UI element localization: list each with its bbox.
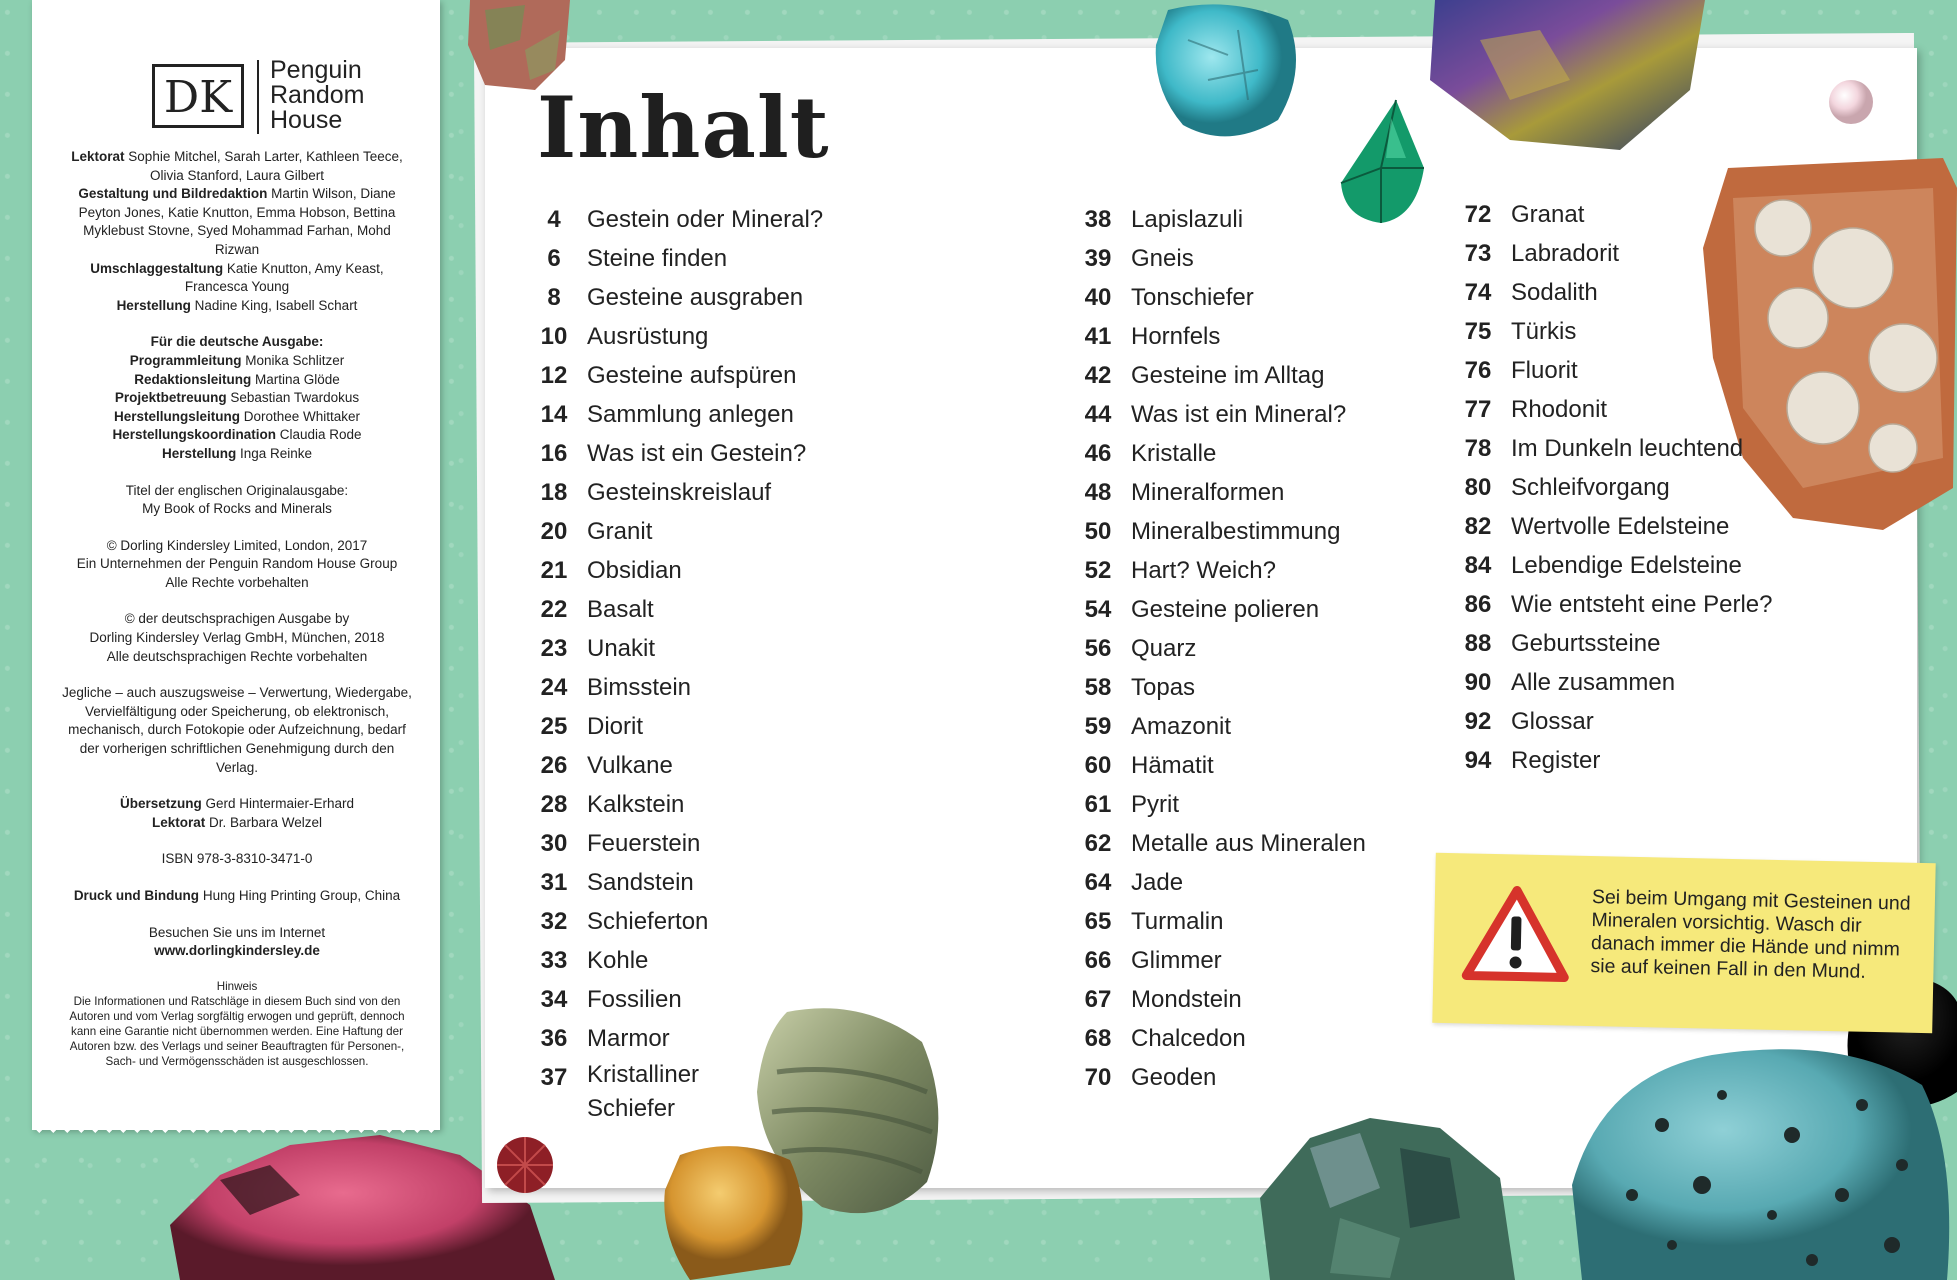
- toc-entry-title: Wertvolle Edelsteine: [1511, 513, 1730, 540]
- toc-entry-title: Türkis: [1511, 318, 1577, 345]
- toc-entry-title: Granit: [587, 518, 653, 545]
- toc-page-number: 48: [1084, 479, 1112, 506]
- copyright-de: © der deutschsprachigen Ausgabe by Dorling Kindersley Verlag GmbH, München, 2018 Alle deutschsprachigen Rechte vorbehalten: [89, 611, 385, 664]
- toc-page-number: 14: [540, 401, 568, 428]
- toc-page-number: 68: [1084, 1025, 1112, 1052]
- toc-entry-title: Rhodonit: [1511, 396, 1608, 423]
- toc-entry-title: Basalt: [587, 596, 654, 623]
- toc-entry-title: Register: [1511, 747, 1601, 774]
- toc-page-number: 41: [1084, 323, 1112, 350]
- liability-notice: Hinweis Die Informationen und Ratschläge in diesem Buch sind von den Autoren und vom Verlag sorgfältig erwogen und geprüft, dennoch kann eine Garantie nicht übernommen werden. Eine Haftung der Autoren bzw. des Verlags und seiner Beauftragten für Personen-, Sach- und Vermögensschäden ist ausgeschlossen.: [69, 979, 405, 1068]
- toc-page-number: 4: [547, 206, 561, 233]
- toc-entry-title: Gneis: [1131, 245, 1194, 272]
- toc-page-number: 31: [540, 869, 568, 896]
- toc-entry-title: Schleifvorgang: [1511, 474, 1670, 501]
- publisher-logo: [122, 58, 412, 138]
- toc-entry-title: Gestein oder Mineral?: [587, 206, 824, 233]
- dk-logo-icon: DK: [152, 64, 244, 128]
- website-link[interactable]: www.dorlingkindersley.de: [154, 943, 320, 959]
- toc-entry-title: Tonschiefer: [1131, 284, 1254, 311]
- toc-entry-title: Hart? Weich?: [1131, 557, 1276, 584]
- original-title: Titel der englischen Originalausgabe: My Book of Rocks and Minerals: [125, 482, 349, 517]
- toc-page-number: 88: [1464, 630, 1492, 657]
- toc-entry-title: Metalle aus Mineralen: [1131, 830, 1366, 857]
- toc-entry-title: Lapislazuli: [1131, 206, 1244, 233]
- pearl-image: [1827, 78, 1875, 126]
- toc-entry-title: Mineralformen: [1131, 479, 1285, 506]
- dalmatian-stone-image: [1572, 1035, 1957, 1280]
- toc-entry-title: Kristalle: [1131, 440, 1217, 467]
- toc-page-number: 36: [540, 1025, 568, 1052]
- toc-entry-title: Sandstein: [587, 869, 694, 896]
- toc-entry-title: Gesteine ausgraben: [587, 284, 804, 311]
- toc-entry-title: Im Dunkeln leuchtend: [1511, 435, 1744, 462]
- toc-entry-title: Jade: [1131, 869, 1184, 896]
- toc-page-number: 54: [1084, 596, 1112, 623]
- toc-entry-title: Fluorit: [1511, 357, 1578, 384]
- toc-entry-title: Hornfels: [1131, 323, 1221, 350]
- toc-page-number: 86: [1464, 591, 1492, 618]
- toc-entry-title: Was ist ein Gestein?: [587, 440, 807, 467]
- imprint-text: [62, 148, 412, 1087]
- toc-entry-title: Gesteine aufspüren: [587, 362, 797, 389]
- toc-page-number: 56: [1084, 635, 1112, 662]
- toc-page-number: 38: [1084, 206, 1112, 233]
- publisher-name: Penguin Random House: [270, 56, 365, 134]
- toc-entry-title: Unakit: [587, 635, 656, 662]
- toc-page-number: 72: [1464, 201, 1492, 228]
- torn-edge: [32, 1126, 440, 1140]
- toc-entry-title: Obsidian: [587, 557, 682, 584]
- website-block: Besuchen Sie uns im Internet www.dorlingkindersley.de: [148, 924, 326, 959]
- toc-entry-title: Mondstein: [1131, 986, 1242, 1013]
- toc-page-number: 82: [1464, 513, 1492, 540]
- toc-entry-title: Pyrit: [1131, 791, 1179, 818]
- toc-page-number: 70: [1084, 1064, 1112, 1091]
- toc-entry-title: Geoden: [1131, 1064, 1217, 1091]
- carnelian-stone-image: [660, 1135, 812, 1280]
- toc-entry-title: Topas: [1131, 674, 1196, 701]
- toc-entry-title: Mineralbestimmung: [1131, 518, 1341, 545]
- toc-page-number: 78: [1464, 435, 1492, 462]
- toc-entry-title: Wie entsteht eine Perle?: [1511, 591, 1773, 618]
- printing-credits: Druck und Bindung Hung Hing Printing Group, China: [73, 888, 401, 903]
- toc-entry-title: Glimmer: [1131, 947, 1222, 974]
- toc-page-number: 16: [540, 440, 568, 467]
- toc-page-number: 62: [1084, 830, 1112, 857]
- toc-page-number: 21: [540, 557, 568, 584]
- toc-page-number: 33: [540, 947, 568, 974]
- toc-page-number: 20: [540, 518, 568, 545]
- logo-divider: [257, 60, 259, 134]
- page-title: Inhalt: [537, 78, 830, 177]
- toc-entry-title: Labradorit: [1511, 240, 1620, 267]
- toc-page-number: 80: [1464, 474, 1492, 501]
- emerald-gem-image: [1336, 98, 1426, 228]
- garnet-gem-image: [495, 1135, 555, 1195]
- toc-page-number: 39: [1084, 245, 1112, 272]
- toc-page-number: 75: [1464, 318, 1492, 345]
- toc-page-number: 37: [540, 1064, 568, 1091]
- toc-page-number: 73: [1464, 240, 1492, 267]
- toc-page-number: 23: [540, 635, 568, 662]
- toc-page-number: 32: [540, 908, 568, 935]
- toc-page-number: 10: [540, 323, 568, 350]
- fluorite-stone-image: [1250, 1108, 1520, 1280]
- warning-text: Sei beim Umgang mit Gesteinen und Mineralen vorsichtig. Wasch dir danach immer die Hände und nimm sie auf keinen Fall in den Mund.: [1590, 886, 1911, 983]
- copyright-uk: © Dorling Kindersley Limited, London, 2017 Ein Unternehmen der Penguin Random House Group Alle Rechte vorbehalten: [76, 537, 398, 590]
- toc-page-number: 40: [1084, 284, 1112, 311]
- toc-page-number: 6: [547, 245, 561, 272]
- toc-page-number: 42: [1084, 362, 1112, 389]
- toc-entry-title: Amazonit: [1131, 713, 1232, 740]
- toc-entry-title: Bimsstein: [587, 674, 692, 701]
- toc-entry-title: Gesteine im Alltag: [1131, 362, 1325, 389]
- toc-page-number: 84: [1464, 552, 1492, 579]
- toc-entry-title: Kristalliner Schiefer: [587, 1061, 700, 1122]
- toc-page-number: 46: [1084, 440, 1112, 467]
- toc-entry-title: Vulkane: [587, 752, 673, 779]
- toc-page-number: 22: [540, 596, 568, 623]
- toc-entry-title: Sammlung anlegen: [587, 401, 794, 428]
- toc-entry-title: Kalkstein: [587, 791, 685, 818]
- toc-page-number: 18: [540, 479, 568, 506]
- translation-credits: Übersetzung Gerd Hintermaier-Erhard Lektorat Dr. Barbara Welzel: [119, 796, 355, 830]
- toc-entry-title: Feuerstein: [587, 830, 701, 857]
- toc-entry-title: Hämatit: [1131, 752, 1214, 779]
- toc-entry-title: Ausrüstung: [587, 323, 709, 350]
- toc-entry-title: Sodalith: [1511, 279, 1598, 306]
- toc-entry-title: Chalcedon: [1131, 1025, 1246, 1052]
- toc-page-number: 50: [1084, 518, 1112, 545]
- toc-page-number: 58: [1084, 674, 1112, 701]
- toc-page-number: 64: [1084, 869, 1112, 896]
- warning-triangle-icon: [1461, 883, 1571, 985]
- toc-entry-title: Geburtssteine: [1511, 630, 1661, 657]
- toc-entry-title: Gesteinskreislauf: [587, 479, 772, 506]
- toc-page-number: 94: [1464, 747, 1492, 774]
- turquoise-stone-image: [1148, 0, 1308, 150]
- credits-english: Lektorat Sophie Mitchel, Sarah Larter, Kathleen Teece, Olivia Stanford, Laura Gilbert Gestaltung und Bildredaktion Martin Wilson, Diane Peyton Jones, Katie Knutton, Emma Hobson, Bettina Myklebust Stovne, Syed Mohammad Farhan, Mohd Rizwan Umschlaggestaltung Katie Knutton, Amy Keast, Francesca Young Herstellung Nadine King, Isabell Schart: [71, 149, 403, 313]
- toc-page-number: 34: [540, 986, 568, 1013]
- toc-page-number: 66: [1084, 947, 1112, 974]
- toc-page-number: 52: [1084, 557, 1112, 584]
- toc-page-number: 59: [1084, 713, 1112, 740]
- toc-entry-title: Turmalin: [1131, 908, 1224, 935]
- toc-page-number: 26: [540, 752, 568, 779]
- toc-entry-title: Alle zusammen: [1511, 669, 1676, 696]
- toc-page-number: 61: [1084, 791, 1112, 818]
- toc-page-number: 30: [540, 830, 568, 857]
- toc-page-number: 92: [1464, 708, 1492, 735]
- safety-warning-note: [1432, 853, 1935, 1033]
- toc-entry-title: Granat: [1511, 201, 1585, 228]
- credits-german: Für die deutsche Ausgabe: Programmleitung Monika Schlitzer Redaktionsleitung Martina Glöde Projektbetreuung Sebastian Twardokus Herstellungsleitung Dorothee Whittaker Herstellungskoordination Claudia Rode Herstellung Inga Reinke: [112, 334, 362, 461]
- toc-page-number: 65: [1084, 908, 1112, 935]
- rights-notice: Jegliche – auch auszugsweise – Verwertung, Wiedergabe, Vervielfältigung oder Speicherung, ob elektronisch, mechanisch, durch Fotokopie oder Aufzeichnung, bedarf der vorherigen schriftlichen Genehmigung durch den Verlag.: [62, 685, 412, 775]
- toc-entry-title: Glossar: [1511, 708, 1594, 735]
- toc-page-number: 24: [540, 674, 568, 701]
- toc-page-number: 25: [540, 713, 568, 740]
- chalcopyrite-stone-image: [1420, 0, 1710, 155]
- toc-page-number: 28: [540, 791, 568, 818]
- wavellite-stone-image: [1703, 158, 1957, 530]
- toc-entry-title: Was ist ein Mineral?: [1131, 401, 1347, 428]
- toc-page-number: 60: [1084, 752, 1112, 779]
- toc-page-number: 8: [547, 284, 561, 311]
- toc-page-number: 44: [1084, 401, 1112, 428]
- toc-entry-title: Lebendige Edelsteine: [1511, 552, 1742, 579]
- toc-page-number: 67: [1084, 986, 1112, 1013]
- toc-entry-title: Schieferton: [587, 908, 709, 935]
- toc-entry-title: Kohle: [587, 947, 649, 974]
- toc-entry-title: Marmor: [587, 1025, 670, 1052]
- toc-entry-title: Steine finden: [587, 245, 728, 272]
- isbn: ISBN 978-3-8310-3471-0: [161, 851, 313, 867]
- imprint-panel: [32, 0, 440, 1130]
- toc-entry-title: Diorit: [587, 713, 644, 740]
- toc-page-number: 77: [1464, 396, 1492, 423]
- toc-entry-title: Fossilien: [587, 986, 682, 1013]
- toc-page-number: 76: [1464, 357, 1492, 384]
- toc-page-number: 74: [1464, 279, 1492, 306]
- toc-entry-title: Gesteine polieren: [1131, 596, 1320, 623]
- toc-entry-title: Quarz: [1131, 635, 1197, 662]
- toc-page-number: 12: [540, 362, 568, 389]
- toc-page-number: 90: [1464, 669, 1492, 696]
